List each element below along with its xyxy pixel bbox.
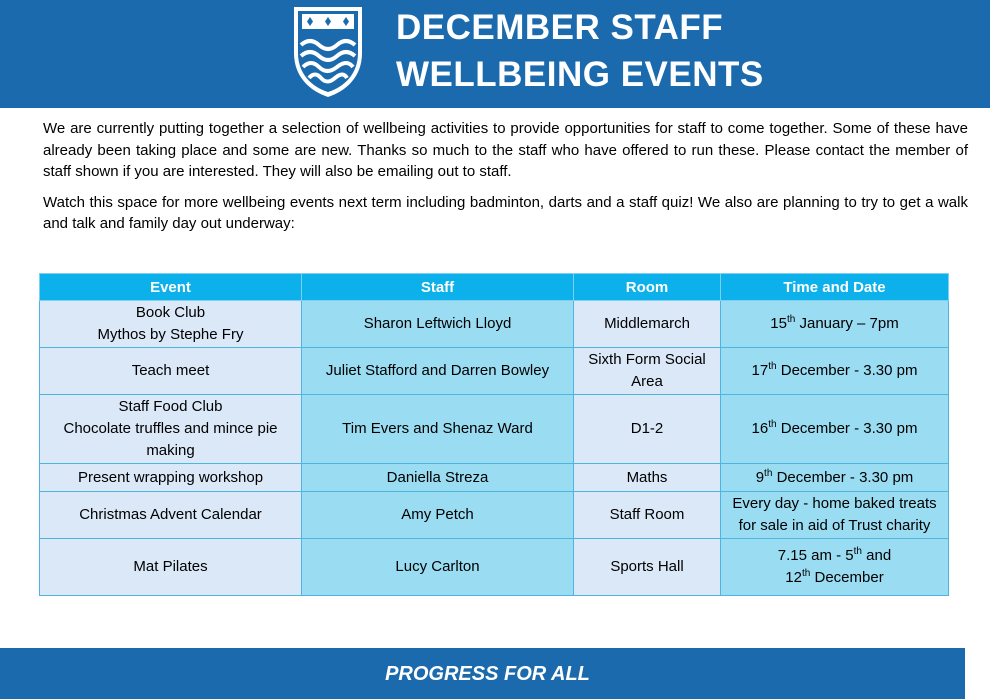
time-line [727, 515, 942, 537]
table-row [40, 301, 949, 348]
event-name-line: Staff Food Club [118, 398, 223, 415]
table-row [40, 492, 949, 539]
event-name-line: Mat Pilates [133, 558, 208, 575]
table-row [40, 539, 949, 596]
events-table [39, 273, 949, 596]
event-name-line: Mythos by Stephe Fry [97, 326, 244, 343]
event-name-line: Book Club [135, 304, 206, 321]
time-cell [721, 395, 949, 464]
time-text-rest: December - 3.30 pm [780, 420, 918, 437]
staff-cell: Juliet Stafford and Darren Bowley [302, 348, 574, 395]
time-text: 15 [770, 315, 787, 332]
time-line [727, 545, 942, 567]
room-cell [574, 301, 721, 348]
time-text-rest: January – 7pm [799, 315, 899, 332]
time-cell [721, 492, 949, 539]
event-name-line: making [146, 442, 195, 459]
time-line [727, 467, 942, 489]
room-name-line: Middlemarch [604, 315, 690, 332]
time-line [727, 493, 942, 515]
room-cell [574, 539, 721, 596]
time-line [727, 313, 942, 335]
time-text: 17 [751, 362, 769, 379]
room-name-line: Area [631, 373, 663, 390]
header-banner [0, 0, 990, 108]
time-line [727, 360, 942, 382]
room-cell [574, 395, 721, 464]
staff-cell: Lucy Carlton [302, 539, 574, 596]
staff-cell: Amy Petch [302, 492, 574, 539]
time-line [727, 418, 942, 440]
page-title [396, 4, 764, 98]
intro-text [43, 118, 968, 244]
page-title-line-1: DECEMBER STAFF [396, 8, 724, 47]
time-text: 16 [751, 420, 769, 437]
table-row [40, 395, 949, 464]
intro-paragraph-2: Watch this space for more wellbeing events next term including badminton, darts and a staff quiz! We also are planning to try to get a walk and talk and family day out underway: [43, 193, 968, 232]
room-name-line: Staff Room [609, 506, 685, 523]
room-name-line: Maths [626, 468, 668, 486]
ordinal-suffix: th [853, 546, 862, 557]
table-header-row [40, 274, 949, 301]
footer-banner [0, 648, 965, 699]
time-cell [721, 301, 949, 348]
event-cell [40, 301, 302, 348]
room-name-line: D1-2 [630, 420, 664, 437]
column-header-staff: Staff [302, 274, 574, 301]
ordinal-suffix: th [764, 467, 773, 479]
time-text-rest: December - 3.30 pm [780, 362, 918, 379]
time-text: 7.15 am - 5 [777, 547, 854, 564]
room-cell [574, 464, 721, 492]
time-cell [721, 464, 949, 492]
page-title-line-2: WELLBEING EVENTS [396, 55, 764, 94]
staff-cell: Sharon Leftwich Lloyd [302, 301, 574, 348]
time-text: for sale in aid of Trust charity [738, 517, 931, 534]
events-table-body [40, 301, 949, 596]
room-cell [574, 348, 721, 395]
time-text-rest: December [814, 569, 884, 586]
time-text: 12 [785, 569, 802, 586]
column-header-room: Room [574, 274, 721, 301]
staff-cell: Daniella Streza [302, 464, 574, 492]
school-crest-icon [290, 3, 366, 99]
event-cell [40, 395, 302, 464]
time-cell [721, 539, 949, 596]
time-cell [721, 348, 949, 395]
ordinal-suffix: th [768, 419, 777, 430]
event-cell [40, 348, 302, 395]
event-cell [40, 492, 302, 539]
ordinal-suffix: th [801, 568, 811, 579]
time-text: 9 [755, 468, 765, 486]
table-row [40, 464, 949, 492]
column-header-event: Event [40, 274, 302, 301]
room-cell [574, 492, 721, 539]
time-text-rest: December - 3.30 pm [776, 468, 914, 486]
event-name-line: Present wrapping workshop [77, 468, 264, 486]
staff-cell: Tim Evers and Shenaz Ward [302, 395, 574, 464]
event-cell [40, 464, 302, 492]
event-cell [40, 539, 302, 596]
ordinal-suffix: th [768, 361, 777, 372]
ordinal-suffix: th [786, 314, 796, 325]
event-name-line: Chocolate truffles and mince pie [63, 420, 278, 437]
time-line [727, 567, 942, 589]
event-name-line: Teach meet [131, 362, 210, 379]
room-name-line: Sports Hall [610, 558, 684, 575]
table-row [40, 348, 949, 395]
footer-slogan: PROGRESS FOR ALL [385, 663, 590, 685]
time-text-rest: and [866, 547, 892, 564]
event-name-line: Christmas Advent Calendar [79, 506, 262, 523]
column-header-time: Time and Date [721, 274, 949, 301]
intro-paragraph-1: We are currently putting together a selection of wellbeing activities to provide opportunities for staff to come together. Some of these have already been taking place and some are new. Thanks so much to the staff who have offered to run these. Please contact the member of staff shown if you are interested. They will also be emailing out to staff. [43, 120, 968, 180]
room-name-line: Sixth Form Social [588, 351, 706, 368]
time-text: Every day - home baked treats [732, 495, 937, 512]
